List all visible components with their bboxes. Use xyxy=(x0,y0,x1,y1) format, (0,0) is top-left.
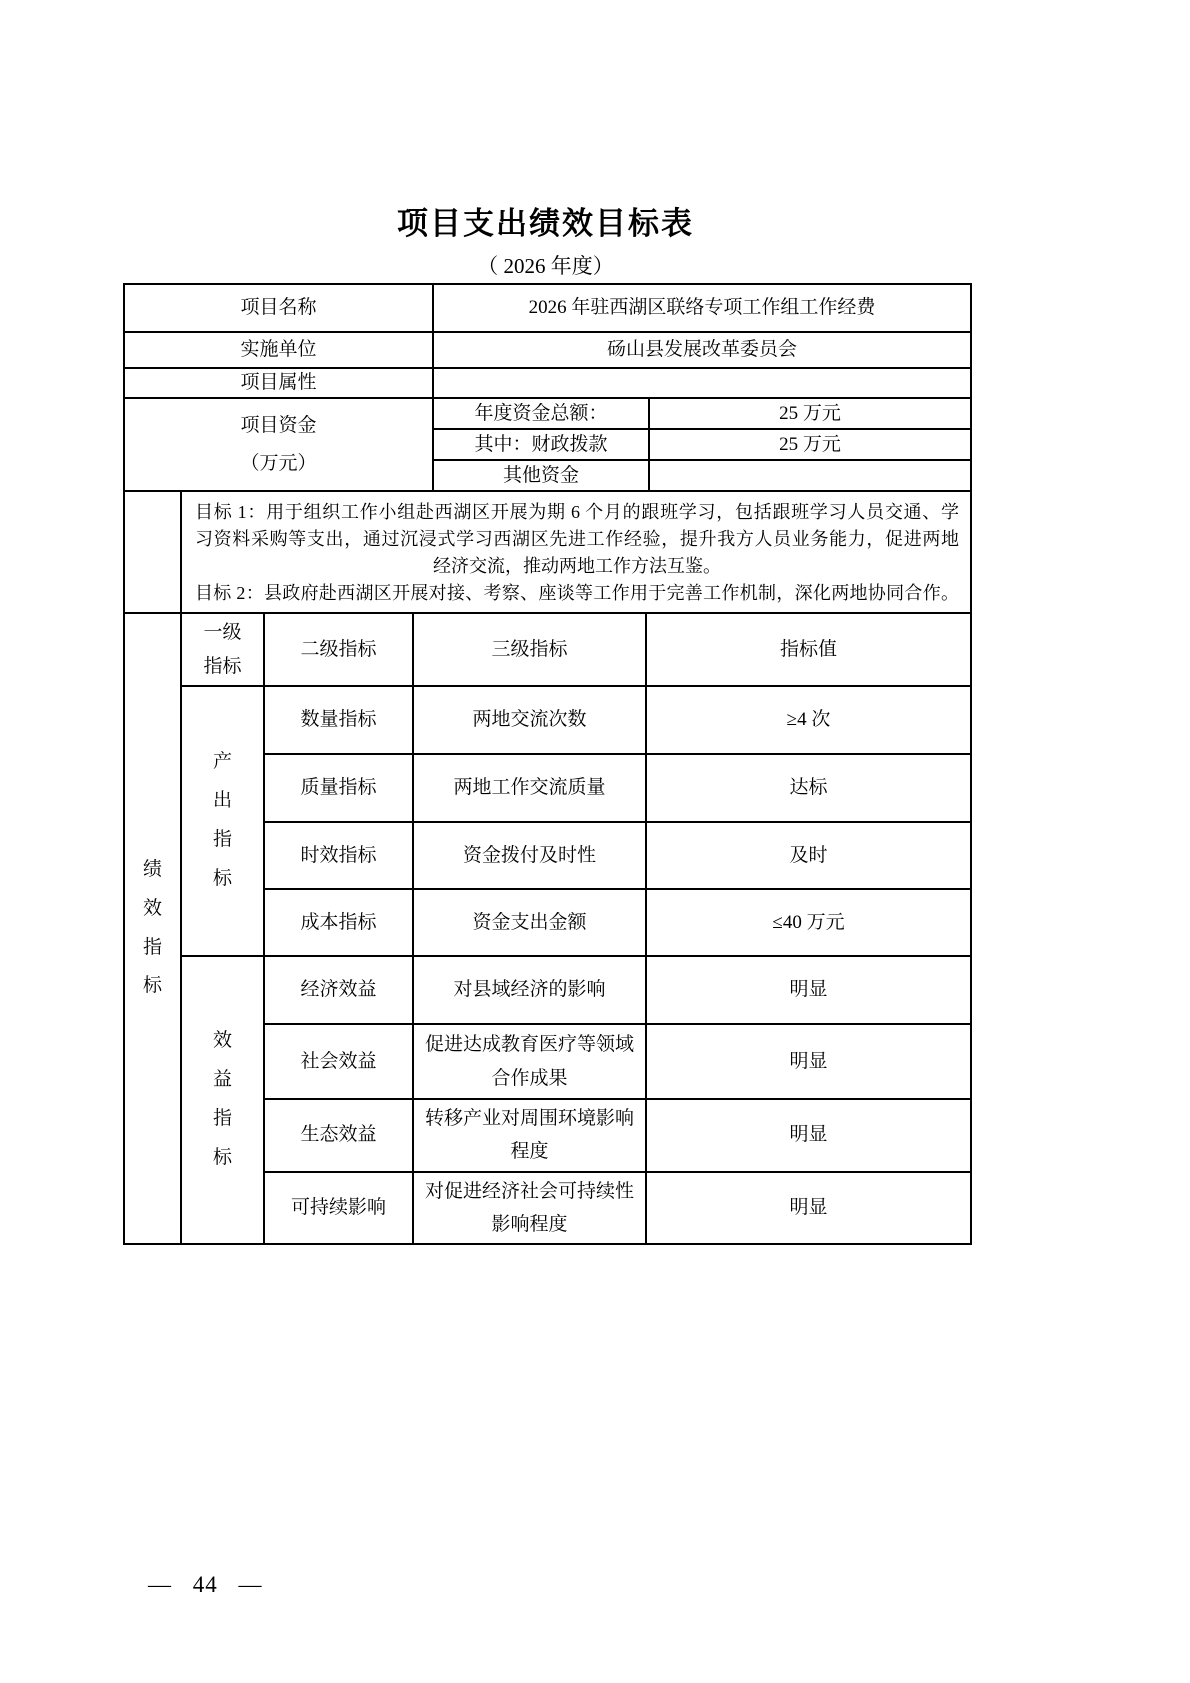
page-title: 项目支出绩效目标表 xyxy=(397,206,694,241)
indicator-level3: 对县域经济的影响 xyxy=(413,956,646,1024)
fiscal-allocation-label: 其中：财政拨款 xyxy=(433,429,649,460)
indicator-level2: 质量指标 xyxy=(264,754,413,822)
other-funds-label: 其他资金 xyxy=(433,460,649,491)
table-row xyxy=(124,686,971,754)
indicator-level2: 数量指标 xyxy=(264,686,413,754)
table-row xyxy=(124,492,971,613)
project-info-table xyxy=(123,283,972,492)
indicator-value: 明显 xyxy=(646,1024,971,1099)
indicator-level2: 生态效益 xyxy=(264,1099,413,1172)
goals-spacer-cell xyxy=(124,492,181,613)
indicator-value: 达标 xyxy=(646,754,971,822)
performance-indicators-label xyxy=(124,614,181,1244)
indicators-table xyxy=(123,614,972,1245)
page-subtitle: （ 2026 年度） xyxy=(477,254,614,278)
fiscal-allocation-value: 25 万元 xyxy=(649,429,971,460)
indicator-value: 明显 xyxy=(646,1099,971,1172)
indicator-level2: 成本指标 xyxy=(264,889,413,956)
table-row xyxy=(124,284,971,332)
header-level3: 三级指标 xyxy=(413,614,646,686)
indicator-value: ≥4 次 xyxy=(646,686,971,754)
goal-line-3: 经济交流，推动两地工作方法互鉴。 xyxy=(433,556,721,576)
benefit-indicators-label xyxy=(181,956,264,1244)
annual-goals-text xyxy=(181,492,971,613)
header-level1-text: 一级指标 xyxy=(203,622,242,677)
indicator-level2: 可持续影响 xyxy=(264,1172,413,1245)
project-funds-label-line1: 项目资金 xyxy=(240,415,317,437)
table-row xyxy=(124,398,971,429)
project-name-value: 2026 年驻西湖区联络专项工作组工作经费 xyxy=(433,284,971,332)
footer-page-number: — 44 — xyxy=(148,1572,263,1597)
table-row xyxy=(124,368,971,398)
indicator-level3: 两地工作交流质量 xyxy=(413,754,646,822)
indicator-level3: 两地交流次数 xyxy=(413,686,646,754)
project-attribute-label: 项目属性 xyxy=(124,368,433,398)
project-attribute-value xyxy=(433,368,971,398)
implementing-unit-label: 实施单位 xyxy=(124,332,433,368)
indicator-value: 明显 xyxy=(646,1172,971,1245)
indicators-header-row xyxy=(124,614,971,686)
table-row xyxy=(124,956,971,1024)
other-funds-value xyxy=(649,460,971,491)
performance-target-table xyxy=(123,283,970,1245)
project-name-label: 项目名称 xyxy=(124,284,433,332)
indicator-level3: 对促进经济社会可持续性影响程度 xyxy=(413,1172,646,1245)
output-indicators-label xyxy=(181,686,264,956)
indicator-level3: 资金拨付及时性 xyxy=(413,822,646,889)
header-level1 xyxy=(181,614,264,686)
table-row xyxy=(124,332,971,368)
indicator-level3: 转移产业对周围环境影响程度 xyxy=(413,1099,646,1172)
goal-line-1: 目标 1：用于组织工作小组赴西湖区开展为期 6 个月的跟班学习，包括跟班学习人员交通、学 xyxy=(195,502,959,522)
project-funds-label-line2: （万元） xyxy=(240,452,317,474)
project-funds-label xyxy=(124,398,433,491)
output-indicators-label-text: 产出指标 xyxy=(213,751,233,889)
implementing-unit-value: 砀山县发展改革委员会 xyxy=(433,332,971,368)
header-value: 指标值 xyxy=(646,614,971,686)
performance-indicators-label-text: 绩效指标 xyxy=(143,858,163,997)
indicator-value: 及时 xyxy=(646,822,971,889)
indicator-value: 明显 xyxy=(646,956,971,1024)
goal-line-4: 目标 2：县政府赴西湖区开展对接、考察、座谈等工作用于完善工作机制，深化两地协同合作。 xyxy=(195,583,959,603)
annual-total-value: 25 万元 xyxy=(649,398,971,429)
indicator-level2: 时效指标 xyxy=(264,822,413,889)
header-level2: 二级指标 xyxy=(264,614,413,686)
benefit-indicators-label-text: 效益指标 xyxy=(213,1030,233,1168)
indicator-level3: 促进达成教育医疗等领域合作成果 xyxy=(413,1024,646,1099)
indicator-level3: 资金支出金额 xyxy=(413,889,646,956)
indicator-level2: 经济效益 xyxy=(264,956,413,1024)
annual-total-label: 年度资金总额： xyxy=(433,398,649,429)
goal-line-2: 习资料采购等支出，通过沉浸式学习西湖区先进工作经验，提升我方人员业务能力，促进两地 xyxy=(195,529,959,549)
indicator-level2: 社会效益 xyxy=(264,1024,413,1099)
indicator-value: ≤40 万元 xyxy=(646,889,971,956)
annual-goals-table xyxy=(123,492,972,614)
